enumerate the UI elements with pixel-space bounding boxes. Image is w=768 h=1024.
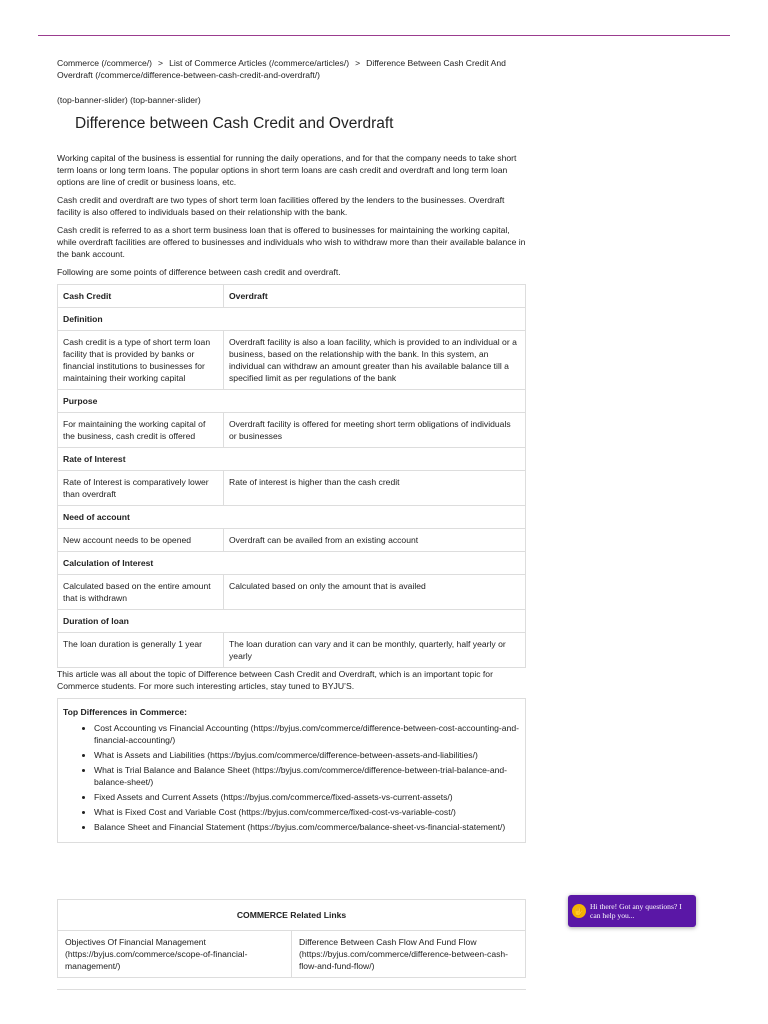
related-links-table — [57, 899, 526, 978]
breadcrumb — [57, 57, 517, 81]
table-row — [58, 331, 526, 390]
list-item-link[interactable]: What is Fixed Cost and Variable Cost (https://byjus.com/commerce/fixed-cost-vs-variable-cost/) — [94, 807, 456, 817]
article-content — [57, 152, 527, 843]
section-title: Duration of loan — [58, 610, 526, 633]
list-item[interactable] — [94, 791, 520, 803]
comparison-table — [57, 284, 526, 668]
overdraft-cell: Overdraft facility is offered for meeting short term obligations of individuals or businesses — [224, 413, 526, 448]
section-title: Need of account — [58, 506, 526, 529]
list-item-link[interactable]: Fixed Assets and Current Assets (https://byjus.com/commerce/fixed-assets-vs-current-assets/) — [94, 792, 453, 802]
list-item[interactable] — [94, 722, 520, 746]
chat-widget-message: Hi there! Got any questions? I can help you... — [590, 902, 682, 920]
table-row — [58, 575, 526, 610]
section-row — [58, 308, 526, 331]
overdraft-cell: Calculated based on only the amount that is availed — [224, 575, 526, 610]
list-item-link[interactable]: Balance Sheet and Financial Statement (https://byjus.com/commerce/balance-sheet-vs-financial-statement/) — [94, 822, 506, 832]
cash-credit-cell: Rate of Interest is comparatively lower than overdraft — [58, 471, 224, 506]
cash-credit-cell: Cash credit is a type of short term loan facility that is provided by banks or financial institutions to businesses for maintaining their working capital — [58, 331, 224, 390]
top-divider — [38, 35, 730, 36]
related-link-cash-flow-fund-flow[interactable]: Difference Between Cash Flow And Fund Flow (https://byjus.com/commerce/difference-between-cash-flow-and-fund-flow/) — [292, 931, 526, 978]
related-link-financial-management[interactable]: Objectives Of Financial Management (https://byjus.com/commerce/scope-of-financial-management/) — [58, 931, 292, 978]
page-title: Difference between Cash Credit and Overdraft — [75, 115, 394, 132]
cash-credit-cell: For maintaining the working capital of the business, cash credit is offered — [58, 413, 224, 448]
top-differences-list — [63, 722, 520, 833]
overdraft-cell: Overdraft facility is also a loan facility, which is provided to an individual or a business, based on the relationship with the bank. In this system, an individual can withdraw an amount greater than his available balance till a specified limit as per regulations of the bank — [224, 331, 526, 390]
table-row — [58, 633, 526, 668]
bottom-divider — [57, 989, 526, 990]
list-item[interactable] — [94, 749, 520, 761]
list-item[interactable] — [94, 806, 520, 818]
chat-widget-button[interactable] — [568, 895, 696, 927]
related-links-header-row — [58, 900, 526, 931]
breadcrumb-separator: > — [158, 58, 164, 68]
intro-paragraph-1: Working capital of the business is essential for running the daily operations, and for that the company needs to take short term loans or long term loans. The popular options in short term loans are cash credit and overdraft and long term loan options are line of credit or business loans, etc. — [57, 153, 517, 187]
intro-paragraph-2: Cash credit and overdraft are two types of short term loan facilities offered by the lenders to the businesses. Overdraft facility is also offered to individuals based on their relationship with the bank. — [57, 195, 505, 217]
list-item[interactable] — [94, 764, 520, 788]
table-row — [58, 529, 526, 552]
breadcrumb-commerce[interactable]: Commerce (/commerce/) — [57, 58, 153, 68]
section-row — [58, 610, 526, 633]
list-item-link[interactable]: What is Trial Balance and Balance Sheet (https://byjus.com/commerce/difference-between-trial-balance-and-balance-sheet/) — [94, 765, 508, 787]
section-row — [58, 552, 526, 575]
cash-credit-cell: New account needs to be opened — [58, 529, 224, 552]
overdraft-cell: Overdraft can be availed from an existing account — [224, 529, 526, 552]
overdraft-cell: Rate of interest is higher than the cash credit — [224, 471, 526, 506]
top-differences-box — [57, 698, 526, 843]
cash-credit-cell: The loan duration is generally 1 year — [58, 633, 224, 668]
list-item-link[interactable]: What is Assets and Liabilities (https://byjus.com/commerce/difference-between-assets-and-liabilities/) — [94, 750, 478, 760]
section-title: Calculation of Interest — [58, 552, 526, 575]
top-differences-title: Top Differences in Commerce: — [63, 707, 188, 717]
table-header-row — [58, 285, 526, 308]
overdraft-cell: The loan duration can vary and it can be monthly, quarterly, half yearly or yearly — [224, 633, 526, 668]
section-row — [58, 448, 526, 471]
breadcrumb-articles[interactable]: List of Commerce Articles (/commerce/articles/) — [169, 58, 350, 68]
intro-paragraph-3: Cash credit is referred to as a short term business loan that is offered to businesses for maintaining the working capital, while overdraft facilities are offered to businesses and individuals who wish to withdraw more than their available balance in the bank account. — [57, 225, 526, 259]
list-item[interactable] — [94, 821, 520, 833]
top-banner-placeholder: (top-banner-slider) (top-banner-slider) — [57, 95, 201, 105]
section-title: Purpose — [58, 390, 526, 413]
header-cash-credit: Cash Credit — [58, 285, 224, 308]
section-title: Rate of Interest — [58, 448, 526, 471]
table-row — [58, 471, 526, 506]
breadcrumb-separator: > — [355, 58, 361, 68]
header-overdraft: Overdraft — [224, 285, 526, 308]
breadcrumb-current[interactable]: Difference Between Cash Credit And Overdraft (/commerce/difference-between-cash-credit-and-overdraft/) — [57, 58, 506, 80]
list-item-link[interactable]: Cost Accounting vs Financial Accounting (https://byjus.com/commerce/difference-between-cost-accounting-and-financial-accounting/) — [94, 723, 519, 745]
related-links-title: COMMERCE Related Links — [58, 900, 526, 931]
section-row — [58, 390, 526, 413]
intro-paragraph-4: Following are some points of difference between cash credit and overdraft. — [57, 267, 341, 277]
section-title: Definition — [58, 308, 526, 331]
conclusion-paragraph: This article was all about the topic of Difference between Cash Credit and Overdraft, which is an important topic for Commerce students. For more such interesting articles, stay tuned to BYJU’S. — [57, 669, 493, 691]
table-row — [58, 413, 526, 448]
section-row — [58, 506, 526, 529]
waving-hand-icon: ✋ — [573, 906, 585, 916]
related-links-row — [58, 931, 526, 978]
cash-credit-cell: Calculated based on the entire amount that is withdrawn — [58, 575, 224, 610]
